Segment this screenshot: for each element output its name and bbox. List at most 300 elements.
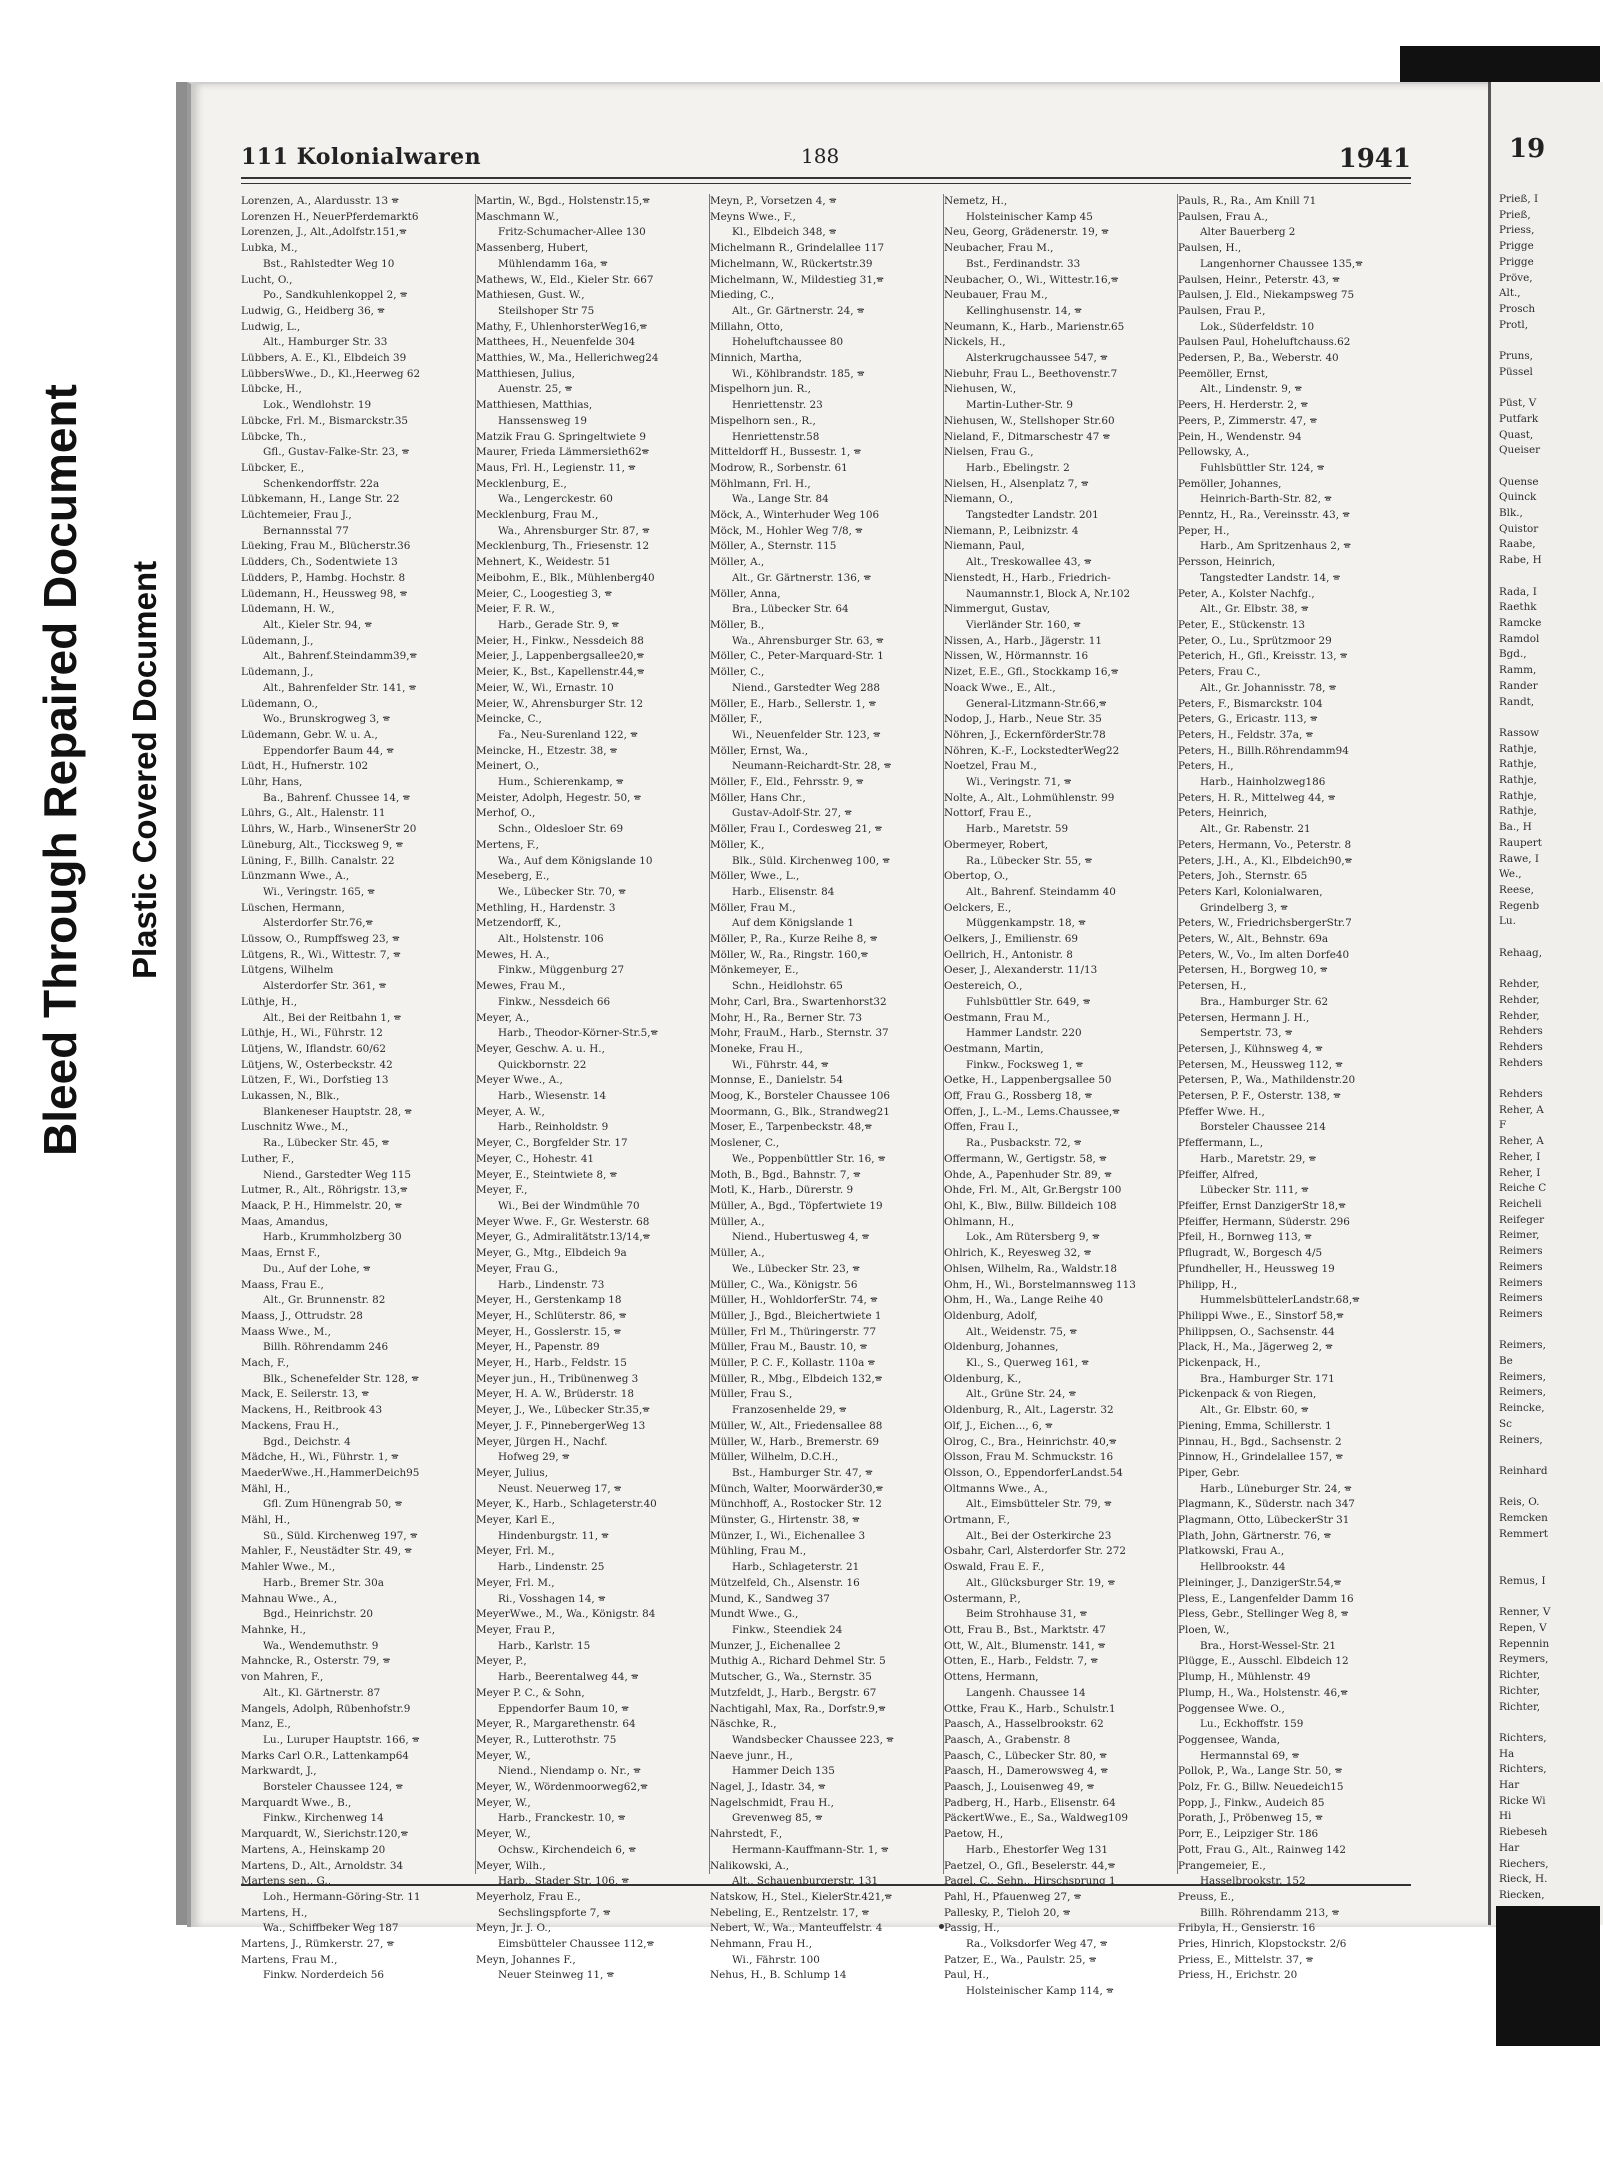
listing-entry: Lübkemann, H., Lange Str. 22 — [241, 493, 400, 506]
adjacent-entry: Blk., — [1499, 507, 1523, 520]
adjacent-entry: Bgd., — [1499, 648, 1527, 661]
listing-entry: Lüchtemeier, Frau J., — [241, 509, 352, 522]
listing-entry: Finkw. Norderdeich 56 — [263, 1969, 385, 1982]
listing-entry: Harb., Gerade Str. 9, 🕿 — [498, 618, 619, 631]
listing-entry: Pedersen, P., Ba., Weberstr. 40 — [1178, 352, 1339, 365]
listing-entry: Lüthje, H., — [241, 995, 298, 1008]
adjacent-entry: Har — [1499, 1779, 1520, 1792]
listing-entry: Alt., Gr. Gärtnerstr. 24, 🕿 — [732, 304, 865, 317]
listing-entry: Olf, J., Eichen..., 6, 🕿 — [944, 1419, 1053, 1432]
listing-entry: Neubauer, Frau M., — [944, 289, 1048, 302]
listing-entry: Pfeil, H., Bornweg 113, 🕿 — [1178, 1231, 1312, 1244]
listing-entry: Alt., Grüne Str. 24, 🕿 — [966, 1388, 1076, 1401]
listing-entry: Merhof, O., — [476, 807, 536, 820]
listing-entry: Nehmann, Frau H., — [710, 1938, 813, 1951]
directory-page — [187, 82, 1499, 1998]
listing-entry: Harb., Ebelingstr. 2 — [966, 461, 1070, 474]
adjacent-entry — [1499, 1448, 1552, 1464]
overlay-label-group — [30, 300, 190, 1240]
listing-entry: Schenkendorffstr. 22a — [263, 477, 380, 490]
listing-entry: Borsteler Chaussee 214 — [1200, 1121, 1326, 1134]
listing-entry: Manz, E., — [241, 1718, 291, 1731]
adjacent-entry: Richter, — [1499, 1700, 1541, 1713]
adjacent-entry — [1499, 1323, 1552, 1339]
listing-entry: Metzendorff, K., — [476, 917, 562, 930]
listing-entry: Pleininger, J., DanzigerStr.54,🕿 — [1178, 1576, 1342, 1589]
listing-entry: Petersen, M., Heussweg 112, 🕿 — [1178, 1058, 1343, 1071]
adjacent-entry: Reimers — [1499, 1292, 1543, 1305]
listing-entry: Niend., Hubertusweg 4, 🕿 — [732, 1231, 870, 1244]
adjacent-entry: Remus, I — [1499, 1574, 1546, 1587]
listing-entry: Mackens, H., Reitbrook 43 — [241, 1404, 383, 1417]
listing-entry: Harb., Krummholzberg 30 — [263, 1231, 402, 1244]
listing-entry: Lüssow, O., Rumpffsweg 23, 🕿 — [241, 933, 400, 946]
listing-entry: Möller, F., — [710, 713, 763, 726]
listing-column-1 — [241, 194, 471, 1982]
listing-entry: Hammer Deich 135 — [732, 1765, 835, 1778]
listing-entry: Alsterdorfer Str. 361, 🕿 — [263, 980, 387, 993]
listing-entry: Maas, Amandus, — [241, 1215, 329, 1228]
listing-entry: Langenh. Chaussee 14 — [966, 1686, 1086, 1699]
listing-entry: Ostermann, P., — [944, 1592, 1021, 1605]
listing-entry: Maschmann W., — [476, 210, 559, 223]
listing-entry: Meyer, Wilh., — [476, 1859, 546, 1872]
listing-entry: Eimsbütteler Chaussee 112,🕿 — [498, 1938, 655, 1951]
adjacent-entry: Prosch — [1499, 302, 1536, 315]
listing-entry: Mecklenburg, Th., Friesenstr. 12 — [476, 540, 650, 553]
listing-entry: Sechslingspforte 7, 🕿 — [498, 1906, 611, 1919]
adjacent-entry: Reimers — [1499, 1276, 1543, 1289]
adjacent-entry: Püst, V — [1499, 397, 1537, 410]
listing-entry: Lok., Am Rütersberg 9, 🕿 — [966, 1231, 1100, 1244]
listing-entry: Mispelhorn jun. R., — [710, 383, 811, 396]
listing-entry: Näschke, R., — [710, 1718, 777, 1731]
listing-entry: Müller, C., Wa., Königstr. 56 — [710, 1278, 858, 1291]
listing-entry: Polz, Fr. G., Billw. Neuedeich15 — [1178, 1781, 1344, 1794]
listing-entry: Mädche, H., Wi., Führstr. 1, 🕿 — [241, 1451, 399, 1464]
adjacent-entry: Repen, V — [1499, 1621, 1547, 1634]
listing-entry: Niend., Niendamp o. Nr., 🕿 — [498, 1765, 641, 1778]
listing-entry: Bernannsstal 77 — [263, 524, 349, 537]
listing-entry: Peters, H., Billh.Röhrendamm94 — [1178, 744, 1349, 757]
adjacent-entry: Reymers, — [1499, 1653, 1549, 1666]
listing-entry: Sü., Süld. Kirchenweg 197, 🕿 — [263, 1529, 418, 1542]
listing-entry: Petersen, P. F., Osterstr. 138, 🕿 — [1178, 1090, 1341, 1103]
listing-entry: Niemann, Paul, — [944, 540, 1025, 553]
listing-entry: Moormann, G., Blk., Strandweg21 — [710, 1105, 890, 1118]
listing-entry: Holsteinischer Kamp 114, 🕿 — [966, 1985, 1114, 1998]
listing-entry: Finkw., Focksweg 1, 🕿 — [966, 1058, 1084, 1071]
listing-entry: Steilshoper Str 75 — [498, 304, 595, 317]
listing-entry: Meyer, R., Lutterothstr. 75 — [476, 1733, 617, 1746]
adjacent-entry: Remmert — [1499, 1527, 1548, 1540]
listing-entry: Alt., Kl. Gärtnerstr. 87 — [263, 1686, 381, 1699]
listing-entry: Hasselbrookstr. 152 — [1200, 1875, 1306, 1888]
page-speck — [939, 1924, 944, 1929]
listing-entry: PäckertWwe., E., Sa., Waldweg109 — [944, 1812, 1128, 1825]
adjacent-entry — [1499, 1558, 1552, 1574]
listing-entry: Möller, B., — [710, 618, 765, 631]
listing-entry: Nottorf, Frau E., — [944, 807, 1032, 820]
listing-entry: Noetzel, Frau M., — [944, 760, 1037, 773]
adjacent-entry — [1499, 459, 1552, 475]
listing-entry: Harb., Lindenstr. 25 — [498, 1561, 605, 1574]
listing-entry: Obertop, O., — [944, 870, 1009, 883]
listing-entry: Meyer jun., H., Tribünenweg 3 — [476, 1372, 639, 1385]
listing-entry: Wa., Lange Str. 84 — [732, 493, 829, 506]
listing-entry: Mach, F., — [241, 1357, 290, 1370]
listing-entry: Mühling, Frau M., — [710, 1545, 807, 1558]
listing-entry: Peters, H., Feldstr. 37a, 🕿 — [1178, 728, 1314, 741]
adjacent-entry: Reimers — [1499, 1245, 1543, 1258]
listing-entry: Möller, Anna, — [710, 587, 781, 600]
listing-column-4 — [943, 194, 1174, 1998]
listing-entry: Oldenburg, Adolf, — [944, 1309, 1038, 1322]
listing-entry: Meyer, Geschw. A. u. H., — [476, 1042, 605, 1055]
listing-entry: Bra., Lübecker Str. 64 — [732, 603, 849, 616]
adjacent-entry — [1499, 569, 1552, 585]
listing-entry: Mutscher, G., Wa., Sternstr. 35 — [710, 1671, 872, 1684]
listing-entry: Hermannstal 69, 🕿 — [1200, 1749, 1300, 1762]
adjacent-entry: Ramcke — [1499, 616, 1542, 629]
listing-entry: Ott, W., Alt., Blumenstr. 141, 🕿 — [944, 1639, 1106, 1652]
listing-entry: Möller, C., Peter-Marquard-Str. 1 — [710, 650, 884, 663]
listing-entry: Priess, E., Mittelstr. 37, 🕿 — [1178, 1953, 1314, 1966]
adjacent-entry — [1499, 1071, 1552, 1087]
listing-entry: Langenhorner Chaussee 135,🕿 — [1200, 257, 1363, 270]
listing-entry: Petersen, J., Kühnsweg 4, 🕿 — [1178, 1042, 1323, 1055]
listing-entry: Peters, W., FriedrichsbergerStr.7 — [1178, 917, 1352, 930]
adjacent-entry: Ramm, — [1499, 664, 1537, 677]
listing-entry: Lüneburg, Alt., Ticcksweg 9, 🕿 — [241, 838, 404, 851]
listing-entry: Ohde, A., Papenhuder Str. 89, 🕿 — [944, 1168, 1112, 1181]
adjacent-entry: Reimers, — [1499, 1339, 1546, 1352]
listing-entry: Lutmer, R., Alt., Röhrigstr. 13,🕿 — [241, 1184, 408, 1197]
listing-entry: Po., Sandkuhlenkoppel 2, 🕿 — [263, 289, 408, 302]
listing-entry: Mitteldorff H., Bussestr. 1, 🕿 — [710, 446, 862, 459]
listing-entry: Neubacher, O., Wi., Wittestr.16,🕿 — [944, 273, 1119, 286]
listing-entry: Sempertstr. 73, 🕿 — [1200, 1027, 1293, 1040]
listing-entry: Alt., Bahrenf.Steindamm39,🕿 — [263, 650, 417, 663]
listing-entry: Petersen, H., Borgweg 10, 🕿 — [1178, 964, 1328, 977]
listing-entry: Plügge, E., Ausschl. Elbdeich 12 — [1178, 1655, 1349, 1668]
adjacent-entry: Reinhard — [1499, 1464, 1548, 1477]
listing-entry: Meyer, C., Borgfelder Str. 17 — [476, 1137, 628, 1150]
adjacent-entry: Renner, V — [1499, 1606, 1551, 1619]
listing-entry: Wi., Neuenfelder Str. 123, 🕿 — [732, 728, 881, 741]
listing-entry: Lütgens, Wilhelm — [241, 964, 334, 977]
listing-entry: Poggensee Wwe. O., — [1178, 1702, 1285, 1715]
listing-entry: Lüdemann, J., — [241, 666, 314, 679]
adjacent-entry: Reher, I — [1499, 1150, 1541, 1163]
listing-entry: Meyer, H., Schlüterstr. 86, 🕿 — [476, 1309, 627, 1322]
adjacent-entry: Rieck, H. — [1499, 1873, 1548, 1886]
listing-entry: Plagmann, Otto, LübeckerStr 31 — [1178, 1514, 1350, 1527]
listing-entry: Lütjens, W., Osterbeckstr. 42 — [241, 1058, 393, 1071]
adjacent-entry: Riecken, — [1499, 1888, 1545, 1901]
adjacent-entry: Reher, A — [1499, 1135, 1544, 1148]
listing-entry: Lüdemann, H., Heussweg 98, 🕿 — [241, 587, 408, 600]
listing-entry: Neubacher, Frau M., — [944, 242, 1054, 255]
listing-entry: Lüdt, H., Hufnerstr. 102 — [241, 760, 369, 773]
listing-entry: Alt., Gr. Rabenstr. 21 — [1200, 823, 1311, 836]
listing-entry: Mohr, H., Ra., Berner Str. 73 — [710, 1011, 862, 1024]
listing-entry: Nagel, J., Idastr. 34, 🕿 — [710, 1781, 826, 1794]
listing-entry: Persson, Heinrich, — [1178, 556, 1276, 569]
listing-entry: Nissen, A., Harb., Jägerstr. 11 — [944, 634, 1103, 647]
listing-entry: Meyer, A., — [476, 1011, 530, 1024]
listing-entry: Pflugradt, W., Borgesch 4/5 — [1178, 1247, 1323, 1260]
adjacent-entry: Sc — [1499, 1417, 1512, 1430]
listing-entry: Neumann-Reichardt-Str. 28, 🕿 — [732, 760, 892, 773]
listing-entry: Wo., Brunskrogweg 3, 🕿 — [263, 713, 391, 726]
listing-entry: Martin-Luther-Str. 9 — [966, 399, 1073, 412]
listing-entry: Porath, J., Pröbenweg 15, 🕿 — [1178, 1812, 1323, 1825]
listing-entry: Kellinghusenstr. 14, 🕿 — [966, 304, 1082, 317]
listing-entry: Paulsen Paul, Hoheluftchauss.62 — [1178, 336, 1351, 349]
listing-entry: Möck, M., Hohler Weg 7/8, 🕿 — [710, 524, 863, 537]
adjacent-entry: Reincke, — [1499, 1402, 1545, 1415]
listing-entry: Wa., Lengerckestr. 60 — [498, 493, 613, 506]
adjacent-entry: Rehders — [1499, 1025, 1543, 1038]
listing-entry: Lüning, F., Billh. Canalstr. 22 — [241, 854, 395, 867]
listing-entry: Off, Frau G., Rossberg 18, 🕿 — [944, 1090, 1093, 1103]
listing-entry: Peters, W., Vo., Im alten Dorfe40 — [1178, 948, 1350, 961]
listing-entry: Paetow, H., — [944, 1828, 1004, 1841]
listing-entry: Meyer, Jürgen H., Nachf. — [476, 1435, 608, 1448]
page-number: 188 — [801, 144, 840, 168]
listing-entry: Peter, A., Kolster Nachfg., — [1178, 587, 1315, 600]
listing-entry: Harb., Reinholdstr. 9 — [498, 1121, 609, 1134]
adjacent-entry: Rehder, — [1499, 1009, 1540, 1022]
listing-entry: Alt., Hamburger Str. 33 — [263, 336, 388, 349]
listing-entry: Möller, W., Ra., Ringstr. 160,🕿 — [710, 948, 869, 961]
listing-entry: Matthiesen, Julius, — [476, 367, 575, 380]
listing-entry: Münzer, I., Wi., Eichenallee 3 — [710, 1529, 866, 1542]
listing-entry: Naeve junr., H., — [710, 1749, 793, 1762]
listing-entry: Meseberg, E., — [476, 870, 550, 883]
adjacent-entry: Reher, A — [1499, 1103, 1544, 1116]
listing-entry: Nebert, W., Wa., Manteuffelstr. 4 — [710, 1922, 883, 1935]
adjacent-entry: F — [1499, 1119, 1507, 1132]
adjacent-entry: Rassow — [1499, 726, 1540, 739]
listing-entry: Meier, K., Bst., Kapellenstr.44,🕿 — [476, 666, 645, 679]
adjacent-entry: Reher, I — [1499, 1166, 1541, 1179]
adjacent-entry: Rander — [1499, 679, 1538, 692]
listing-entry: Philipp, H., — [1178, 1278, 1238, 1291]
adjacent-entry: Riebeseh — [1499, 1826, 1548, 1839]
listing-entry: Möller, Hans Chr., — [710, 791, 806, 804]
listing-entry: Borsteler Chaussee 124, 🕿 — [263, 1781, 403, 1794]
listing-entry: Lu., Luruper Hauptstr. 166, 🕿 — [263, 1733, 420, 1746]
listing-entry: Möhlmann, Frl. H., — [710, 477, 811, 490]
listing-entry: Alt., Lindenstr. 9, 🕿 — [1200, 383, 1302, 396]
listing-entry: Peemöller, Ernst, — [1178, 367, 1269, 380]
listing-entry: Harb., Lindenstr. 73 — [498, 1278, 605, 1291]
adjacent-entry: Prieß, I — [1499, 193, 1539, 205]
listing-entry: Lu., Eckhoffstr. 159 — [1200, 1718, 1304, 1731]
listing-entry: Olsson, O., EppendorferLandst.54 — [944, 1466, 1123, 1479]
listing-entry: Offen, Frau I., — [944, 1121, 1019, 1134]
listing-entry: Peters, H. R., Mittelweg 44, 🕿 — [1178, 791, 1336, 804]
listing-entry: Moog, K., Borsteler Chaussee 106 — [710, 1090, 890, 1103]
listing-entry: Lüdemann, Gebr. W. u. A., — [241, 728, 378, 741]
listing-entry: Kl., Elbdeich 348, 🕿 — [732, 226, 837, 239]
listing-entry: Moser, E., Tarpenbeckstr. 48,🕿 — [710, 1121, 872, 1134]
listing-entry: Alt., Weidenstr. 75, 🕿 — [966, 1325, 1077, 1338]
listing-entry: Finkw., Nessdeich 66 — [498, 995, 611, 1008]
listing-entry: Peper, H., — [1178, 524, 1230, 537]
header-rule-thin — [241, 183, 1411, 184]
listing-entry: Mahler Wwe., M., — [241, 1561, 336, 1574]
adjacent-entry: Reese, — [1499, 883, 1534, 896]
listing-entry: Pless, E., Langenfelder Damm 16 — [1178, 1592, 1354, 1605]
listing-entry: Neust. Neuerweg 17, 🕿 — [498, 1482, 622, 1495]
listing-entry: Lünzmann Wwe., A., — [241, 870, 350, 883]
listing-entry: Lukassen, N., Blk., — [241, 1090, 340, 1103]
footer-rule — [241, 1884, 1411, 1886]
listing-entry: Luschnitz Wwe., M., — [241, 1121, 349, 1134]
listing-entry: Nöhren, K.-F., LockstedterWeg22 — [944, 744, 1120, 757]
adjacent-entry: Lu. — [1499, 915, 1516, 928]
listing-entry: Meyer, Frau P., — [476, 1623, 556, 1636]
listing-entry: Lüdemann, H. W., — [241, 603, 335, 616]
listing-entry: Meyer, J. F., PinnebergerWeg 13 — [476, 1419, 646, 1432]
listing-entry: Müller, J., Bgd., Bleichertwiete 1 — [710, 1309, 882, 1322]
listing-entry: Lühr, Hans, — [241, 776, 303, 789]
adjacent-entry: Rabe, H — [1499, 554, 1542, 567]
adjacent-entry: Püssel — [1499, 365, 1533, 378]
listing-entry: Alsterkrugchaussee 547, 🕿 — [966, 352, 1108, 365]
listing-entry: Alt., Bei der Reitbahn 1, 🕿 — [263, 1011, 402, 1024]
listing-entry: Pfundheller, H., Heussweg 19 — [1178, 1262, 1335, 1275]
listing-entry: Gustav-Adolf-Str. 27, 🕿 — [732, 807, 852, 820]
listing-entry: Pott, Frau G., Alt., Rainweg 142 — [1178, 1843, 1347, 1856]
listing-entry: Harb., Schlageterstr. 21 — [732, 1561, 860, 1574]
listing-column-2 — [475, 194, 706, 1982]
adjacent-entry: Randt, — [1499, 695, 1535, 708]
adjacent-entry: Reiche C — [1499, 1182, 1547, 1195]
adjacent-entry: Rathje, — [1499, 742, 1537, 755]
listing-entry: Nöhren, J., EckernförderStr.78 — [944, 728, 1106, 741]
year-label: 1941 — [1338, 144, 1411, 174]
listing-entry: Paetzel, O., Gfl., Beselerstr. 44,🕿 — [944, 1859, 1116, 1872]
listing-entry: Du., Auf der Lohe, 🕿 — [263, 1262, 371, 1275]
listing-entry: Paulsen, Frau P., — [1178, 304, 1266, 317]
listing-entry: Platkowski, Frau A., — [1178, 1545, 1285, 1558]
listing-entry: Offen, J., L.-M., Lems.Chaussee,🕿 — [944, 1105, 1120, 1118]
listing-entry: Harb., Am Spritzenhaus 2, 🕿 — [1200, 540, 1351, 553]
listing-entry: Meyer, W., — [476, 1828, 531, 1841]
listing-entry: Olrog, C., Bra., Heinrichstr. 40,🕿 — [944, 1435, 1117, 1448]
listing-entry: Pries, Hinrich, Klopstockstr. 2/6 — [1178, 1938, 1347, 1951]
listing-entry: Meyer, H. A. W., Brüderstr. 18 — [476, 1388, 635, 1401]
listing-entry: Wi., Veringstr. 71, 🕿 — [966, 776, 1072, 789]
listing-entry: Bst., Hamburger Str. 47, 🕿 — [732, 1466, 873, 1479]
listing-entry: Massenberg, Hubert, — [476, 242, 589, 255]
listing-entry: Alt., Gr. Elbstr. 38, 🕿 — [1200, 603, 1309, 616]
listing-entry: Pfeiffer, Alfred, — [1178, 1168, 1259, 1181]
listing-entry: von Mahren, F., — [241, 1671, 324, 1684]
adjacent-page-header: 19 — [1509, 134, 1546, 164]
listing-entry: Meyer, F., — [476, 1184, 528, 1197]
listing-entry: Oellrich, H., Antonistr. 8 — [944, 948, 1073, 961]
listing-entry: Möck, A., Winterhuder Weg 106 — [710, 509, 880, 522]
listing-entry: Oltmanns Wwe., A., — [944, 1482, 1048, 1495]
listing-entry: Pickenpack & von Riegen, — [1178, 1388, 1317, 1401]
listing-entry: Meyer Wwe. F., Gr. Westerstr. 68 — [476, 1215, 650, 1228]
adjacent-entry — [1499, 1542, 1552, 1558]
listing-entry: Meyer, W., Wördenmoorweg62,🕿 — [476, 1781, 648, 1794]
listing-entry: Blankeneser Hauptstr. 28, 🕿 — [263, 1105, 412, 1118]
listing-entry: Schn., Oldesloer Str. 69 — [498, 823, 624, 836]
listing-entry: Mähl, H., — [241, 1482, 291, 1495]
listing-entry: Meister, Adolph, Hegestr. 50, 🕿 — [476, 791, 642, 804]
listing-entry: Ploen, W., — [1178, 1623, 1230, 1636]
listing-entry: Meyer, C., Hohestr. 41 — [476, 1152, 595, 1165]
listing-entry: Oldenburg, R., Alt., Lagerstr. 32 — [944, 1404, 1114, 1417]
listing-entry: Meier, W., Ahrensburger Str. 12 — [476, 697, 644, 710]
listing-entry: Pahl, H., Pfauenweg 27, 🕿 — [944, 1890, 1082, 1903]
listing-entry: Mertens, F., — [476, 838, 539, 851]
listing-entry: Minnich, Martha, — [710, 352, 802, 365]
listing-entry: Meinert, O., — [476, 760, 540, 773]
bleed-through-label: Bleed Through Repaired Document — [34, 384, 86, 1156]
listing-entry: Gfl. Zum Hünengrab 50, 🕿 — [263, 1498, 403, 1511]
listing-entry: Münch, Walter, Moorwärder30,🕿 — [710, 1482, 884, 1495]
listing-entry: Peters, H., — [1178, 760, 1234, 773]
adjacent-entry — [1499, 961, 1552, 977]
listing-entry: Maass, Frau E., — [241, 1278, 324, 1291]
listing-entry: Mathews, W., Eld., Kieler Str. 667 — [476, 273, 654, 286]
listing-entry: Billh. Röhrendamm 246 — [263, 1341, 389, 1354]
listing-entry: Ottke, Frau K., Harb., Schulstr.1 — [944, 1702, 1116, 1715]
listing-entry: Meyer, H., Gerstenkamp 18 — [476, 1294, 622, 1307]
listing-entry: Paasch, H., Damerowsweg 4, 🕿 — [944, 1765, 1108, 1778]
adjacent-entry: Reimers — [1499, 1307, 1543, 1320]
listing-entry: Hermann-Kauffmann-Str. 1, 🕿 — [732, 1843, 889, 1856]
adjacent-entry: Raupert — [1499, 836, 1542, 849]
listing-entry: Bgd., Deichstr. 4 — [263, 1435, 351, 1448]
listing-entry: Wi., Veringstr. 165, 🕿 — [263, 885, 375, 898]
adjacent-entry: Rathje, — [1499, 789, 1537, 802]
listing-entry: Holsteinischer Kamp 45 — [966, 210, 1093, 223]
listing-entry: Luther, F., — [241, 1152, 295, 1165]
listing-entry: Alt., Gr. Gärtnerstr. 136, 🕿 — [732, 571, 871, 584]
listing-entry: Nemetz, H., — [944, 195, 1008, 207]
adjacent-entry: Regenb — [1499, 899, 1540, 912]
listing-entry: Mispelhorn sen., R., — [710, 414, 816, 427]
listing-entry: Niemann, O., — [944, 493, 1014, 506]
listing-entry: Alt., Kieler Str. 94, 🕿 — [263, 618, 372, 631]
listing-entry: Mathy, F., UhlenhorsterWeg16,🕿 — [476, 320, 648, 333]
listing-entry: Petersen, P., Wa., Mathildenstr.20 — [1178, 1074, 1356, 1087]
listing-entry: Lucht, O., — [241, 273, 293, 286]
listing-entry: Olsson, Frau M. Schmuckstr. 16 — [944, 1451, 1114, 1464]
adjacent-entry: Ba., H — [1499, 821, 1532, 834]
listing-entry: Meyer, W., — [476, 1796, 531, 1809]
adjacent-entry: Queiser — [1499, 444, 1541, 457]
listing-entry: Harb., Stader Str. 106, 🕿 — [498, 1875, 629, 1888]
listing-entry: Meier, F. R. W., — [476, 603, 555, 616]
listing-entry: Wi., Führstr. 44, 🕿 — [732, 1058, 829, 1071]
listing-entry: Plump, H., Mühlenstr. 49 — [1178, 1671, 1311, 1684]
listing-entry: Nieland, F., Ditmarschestr 47 🕿 — [944, 430, 1111, 443]
listing-entry: Niend., Garstedter Weg 288 — [732, 681, 880, 694]
listing-entry: Ohl, K., Blw., Billw. Billdeich 108 — [944, 1200, 1117, 1212]
listing-entry: Pellowsky, A., — [1178, 446, 1250, 459]
adjacent-entry: Reifeger — [1499, 1213, 1545, 1226]
